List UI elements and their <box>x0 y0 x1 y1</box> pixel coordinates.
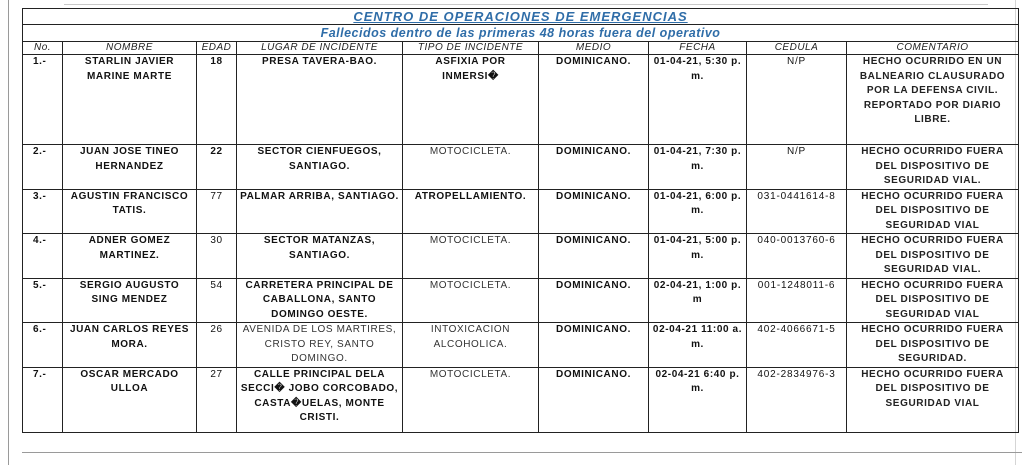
victim-nationality: DOMINICANO. <box>539 367 649 432</box>
report-title: CENTRO DE OPERACIONES DE EMERGENCIAS <box>23 9 1019 25</box>
bottom-rule <box>22 452 1022 453</box>
incident-comment: HECHO OCURRIDO FUERA DEL DISPOSITIVO DE SEGURIDAD VIAL <box>847 367 1019 432</box>
fatalities-table <box>22 8 1019 433</box>
incident-type: MOTOCICLETA. <box>403 367 539 432</box>
incident-location: SECTOR CIENFUEGOS, SANTIAGO. <box>237 145 403 190</box>
page-left-border <box>8 0 9 465</box>
table-header <box>23 42 1019 55</box>
incident-date: 01-04-21, 7:30 p. m. <box>649 145 747 190</box>
incident-comment: HECHO OCURRIDO FUERA DEL DISPOSITIVO DE SEGURIDAD VIAL <box>847 189 1019 234</box>
column-header-comentario: COMENTARIO <box>847 42 1019 55</box>
row-number: 4.- <box>23 234 63 279</box>
row-number: 6.- <box>23 323 63 368</box>
table-row <box>23 323 1019 368</box>
victim-age: 27 <box>197 367 237 432</box>
incident-comment: HECHO OCURRIDO FUERA DEL DISPOSITIVO DE SEGURIDAD VIAL. <box>847 145 1019 190</box>
row-number: 2.- <box>23 145 63 190</box>
incident-type: ATROPELLAMIENTO. <box>403 189 539 234</box>
row-number: 7.- <box>23 367 63 432</box>
incident-comment: HECHO OCURRIDO EN UN BALNEARIO CLAUSURADO POR LA DEFENSA CIVIL. REPORTADO POR DIARIO LIBRE. <box>847 55 1019 145</box>
column-header-lugar: LUGAR DE INCIDENTE <box>237 42 403 55</box>
victim-name: STARLIN JAVIER MARINE MARTE <box>63 55 197 145</box>
victim-name: AGUSTIN FRANCISCO TATIS. <box>63 189 197 234</box>
incident-location: CALLE PRINCIPAL DELA SECCI� JOBO CORCOBADO, CASTA�UELAS, MONTE CRISTI. <box>237 367 403 432</box>
incident-type: ASFIXIA POR INMERSI� <box>403 55 539 145</box>
incident-location: PRESA TAVERA-BAO. <box>237 55 403 145</box>
victim-age: 77 <box>197 189 237 234</box>
victim-id-number: 031-0441614-8 <box>747 189 847 234</box>
incident-comment: HECHO OCURRIDO FUERA DEL DISPOSITIVO DE SEGURIDAD VIAL <box>847 278 1019 323</box>
incident-type: MOTOCICLETA. <box>403 234 539 279</box>
incident-comment: HECHO OCURRIDO FUERA DEL DISPOSITIVO DE SEGURIDAD VIAL. <box>847 234 1019 279</box>
incident-type: MOTOCICLETA. <box>403 145 539 190</box>
row-number: 1.- <box>23 55 63 145</box>
victim-nationality: DOMINICANO. <box>539 234 649 279</box>
victim-id-number: 402-2834976-3 <box>747 367 847 432</box>
incident-type: MOTOCICLETA. <box>403 278 539 323</box>
victim-nationality: DOMINICANO. <box>539 323 649 368</box>
table-row <box>23 278 1019 323</box>
column-header-edad: EDAD <box>197 42 237 55</box>
incident-date: 01-04-21, 5:00 p. m. <box>649 234 747 279</box>
incident-date: 01-04-21, 5:30 p. m. <box>649 55 747 145</box>
victim-age: 26 <box>197 323 237 368</box>
victim-id-number: 040-0013760-6 <box>747 234 847 279</box>
table-row <box>23 189 1019 234</box>
victim-nationality: DOMINICANO. <box>539 189 649 234</box>
column-header-cedula: CEDULA <box>747 42 847 55</box>
incident-date: 02-04-21, 1:00 p. m <box>649 278 747 323</box>
victim-age: 30 <box>197 234 237 279</box>
incident-type: INTOXICACION ALCOHOLICA. <box>403 323 539 368</box>
table-row <box>23 55 1019 145</box>
incident-location: PALMAR ARRIBA, SANTIAGO. <box>237 189 403 234</box>
table-row <box>23 234 1019 279</box>
row-number: 5.- <box>23 278 63 323</box>
incident-comment: HECHO OCURRIDO FUERA DEL DISPOSITIVO DE SEGURIDAD. <box>847 323 1019 368</box>
victim-id-number: N/P <box>747 145 847 190</box>
column-header-nombre: NOMBRE <box>63 42 197 55</box>
incident-date: 01-04-21, 6:00 p. m. <box>649 189 747 234</box>
column-header-no: No. <box>23 42 63 55</box>
victim-id-number: 402-4066671-5 <box>747 323 847 368</box>
column-header-tipo: TIPO DE INCIDENTE <box>403 42 539 55</box>
report-subtitle: Fallecidos dentro de las primeras 48 horas fuera del operativo <box>23 25 1019 42</box>
incident-date: 02-04-21 11:00 a. m. <box>649 323 747 368</box>
table-row <box>23 367 1019 432</box>
victim-id-number: 001-1248011-6 <box>747 278 847 323</box>
incident-location: SECTOR MATANZAS, SANTIAGO. <box>237 234 403 279</box>
row-number: 3.- <box>23 189 63 234</box>
incident-location: AVENIDA DE LOS MARTIRES, CRISTO REY, SANTO DOMINGO. <box>237 323 403 368</box>
victim-id-number: N/P <box>747 55 847 145</box>
victim-name: OSCAR MERCADO ULLOA <box>63 367 197 432</box>
victim-nationality: DOMINICANO. <box>539 278 649 323</box>
column-header-medio: MEDIO <box>539 42 649 55</box>
incident-date: 02-04-21 6:40 p. m. <box>649 367 747 432</box>
incident-location: CARRETERA PRINCIPAL DE CABALLONA, SANTO DOMINGO OESTE. <box>237 278 403 323</box>
top-rule <box>64 4 988 5</box>
victim-age: 54 <box>197 278 237 323</box>
victim-name: JUAN JOSE TINEO HERNANDEZ <box>63 145 197 190</box>
victim-age: 18 <box>197 55 237 145</box>
table-row <box>23 145 1019 190</box>
victim-name: SERGIO AUGUSTO SING MENDEZ <box>63 278 197 323</box>
victim-nationality: DOMINICANO. <box>539 55 649 145</box>
victim-name: ADNER GOMEZ MARTINEZ. <box>63 234 197 279</box>
victim-name: JUAN CARLOS REYES MORA. <box>63 323 197 368</box>
column-header-fecha: FECHA <box>649 42 747 55</box>
victim-age: 22 <box>197 145 237 190</box>
victim-nationality: DOMINICANO. <box>539 145 649 190</box>
